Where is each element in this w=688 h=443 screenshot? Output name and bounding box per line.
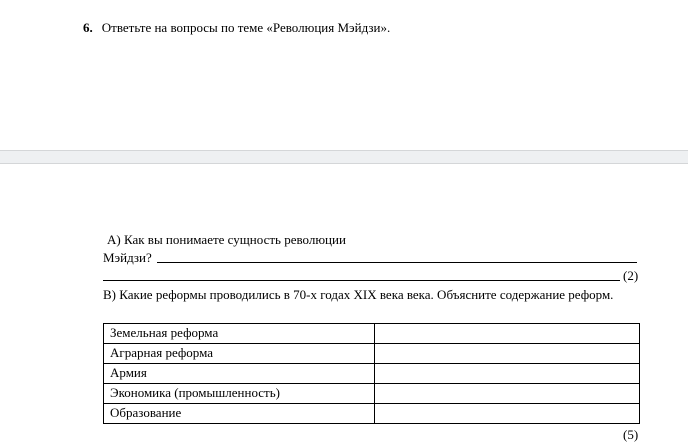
page-gap-divider <box>0 150 688 164</box>
reform-name-cell: Аграрная реформа <box>104 344 375 364</box>
question-b-text: В) Какие реформы проводились в 70-х годах XIX века века. Объясните содержание реформ. <box>103 287 614 302</box>
question-6-text: Ответьте на вопросы по теме «Революция Мэйдзи». <box>101 20 391 35</box>
question-a-line1: А) Как вы понимаете сущность революции <box>107 232 346 247</box>
answer-line-1 <box>157 262 637 263</box>
reforms-table <box>103 323 640 424</box>
question-a-line2: Мэйдзи? <box>103 250 152 265</box>
table-row <box>104 324 640 344</box>
table-row <box>104 384 640 404</box>
question-a-points: (2) <box>623 268 639 283</box>
question-6 <box>83 20 390 36</box>
reform-content-cell[interactable] <box>375 344 640 364</box>
reform-content-cell[interactable] <box>375 404 640 424</box>
table-row <box>104 364 640 384</box>
table-row <box>104 344 640 364</box>
reform-content-cell[interactable] <box>375 364 640 384</box>
question-b-points: (5) <box>623 427 639 442</box>
reform-name-cell: Армия <box>104 364 375 384</box>
question-number: 6. <box>83 20 93 35</box>
table-row <box>104 404 640 424</box>
reform-name-cell: Экономика (промышленность) <box>104 384 375 404</box>
reform-content-cell[interactable] <box>375 324 640 344</box>
reform-content-cell[interactable] <box>375 384 640 404</box>
reform-name-cell: Образование <box>104 404 375 424</box>
reform-name-cell: Земельная реформа <box>104 324 375 344</box>
answer-line-2 <box>103 280 620 281</box>
